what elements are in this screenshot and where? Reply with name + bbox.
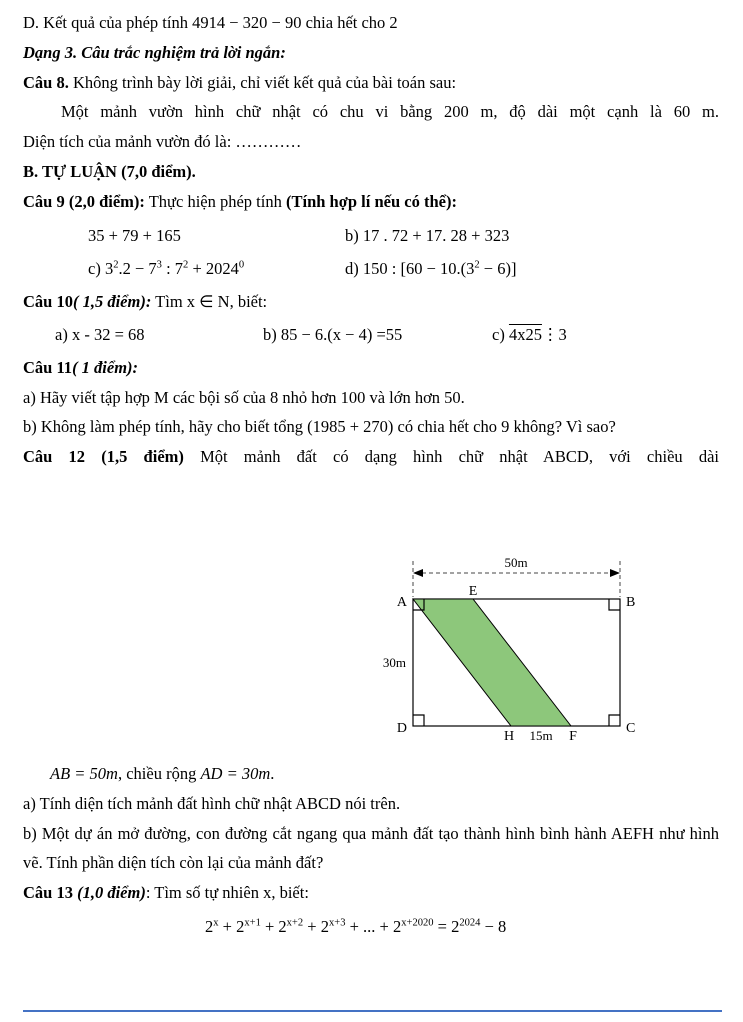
section-b-heading — [23, 157, 719, 187]
cau11-line — [23, 353, 719, 383]
cau9-text: Thực hiện phép tính — [144, 191, 286, 211]
cau8-line — [23, 68, 719, 98]
cau12-item-a-text: a) Tính diện tích mảnh đất hình chữ nhật ABCD nói trên. — [23, 793, 401, 813]
cau9-expression-c: c) $3^2.2 - 7^3$ : $7^2 + 2024^0$ — [88, 259, 245, 279]
cau10-expression-a: a) x - 32 = 68 — [55, 324, 145, 344]
vertex-label-f: F — [569, 728, 577, 744]
cau10-expression-c: c) 4x25⋮3 — [492, 324, 567, 344]
cau13-text: : Tìm số tự nhiên x, biết: — [145, 883, 309, 903]
option-d-tail: chia hết cho 2 — [301, 13, 398, 32]
cau11-item-b — [23, 412, 719, 442]
cau9-row-cd — [23, 254, 719, 284]
cau11-item-a — [23, 383, 719, 413]
dimension-label-bottom: 15m — [529, 727, 553, 743]
option-d-text: Kết quả của phép tính — [39, 13, 193, 32]
dang3-heading — [23, 38, 719, 68]
cau9-label: Câu 9 (2,0 điểm): — [23, 191, 145, 211]
cau9-row-ab — [23, 221, 719, 251]
cau12-item-a — [23, 789, 719, 819]
cau11-label: Câu 11 — [23, 357, 73, 377]
vertex-label-a: A — [396, 594, 407, 610]
cau9-expression-d: d) 150 : $[60 - 10.(3^2 - 6)]$ — [345, 259, 517, 279]
cau8-problem-text: Một mảnh vườn hình chữ nhật có chu vi bằng 200 m, độ dài một cạnh là 60 m. — [61, 102, 719, 122]
vertex-label-c: C — [626, 720, 636, 736]
cau11-item-a-text: a) Hãy viết tập hợp M các bội số của 8 nhỏ hơn 100 và lớn hơn 50. — [23, 387, 465, 407]
cau9-line — [23, 187, 719, 217]
section-b-text: B. TỰ LUẬN (7,0 điểm). — [23, 161, 196, 181]
vertex-label-e: E — [468, 583, 478, 599]
dimension-arrow-left — [413, 569, 423, 577]
cau13-equation — [23, 912, 719, 942]
rectangle-parallelogram-diagram — [351, 554, 661, 759]
parallelogram-aefh — [413, 599, 571, 726]
dimension-arrow-right — [610, 569, 620, 577]
right-angle-mark-c — [609, 715, 620, 726]
option-d-label: D. — [23, 13, 40, 32]
cau10-expression-b: b) 85 − 6.(x − 4) =55 — [263, 324, 403, 344]
vertex-label-d: D — [396, 720, 407, 736]
vertex-label-h: H — [503, 728, 515, 744]
dang3-heading-text: Dạng 3. Câu trắc nghiệm trả lời ngắn: — [23, 42, 286, 62]
cau12-label: Câu 12 (1,5 điểm) — [23, 447, 184, 467]
vertex-label-b: B — [626, 594, 636, 610]
cau13-equation-text: $2^x + 2^{x+1} + 2^{x+2} + 2^{x+3}$ + ... + $2^{x+2020} = 2^{2024} - 8$ — [205, 916, 507, 936]
cau10-label: Câu 10 — [23, 292, 73, 312]
cau12-dimensions-line — [23, 759, 719, 789]
dimension-label-left: 30m — [382, 654, 406, 670]
footer-rule — [23, 1010, 722, 1012]
option-d-line — [23, 8, 719, 38]
cau11-points: ( 1 điểm): — [72, 357, 139, 377]
cau11-item-b-text: b) Không làm phép tính, hãy cho biết tổng (1985 + 270) có chia hết cho 9 không? Vì sao? — [23, 417, 616, 437]
cau12-dim-mid: , chiều rộng — [117, 763, 201, 783]
cau13-points: (1,0 điểm) — [77, 883, 146, 903]
cau13-line — [23, 878, 719, 908]
cau9-note: (Tính hợp lí nếu có thể): — [285, 191, 457, 211]
cau12-figure — [351, 554, 661, 759]
option-d-expression: 4914 − 320 − 90 — [192, 13, 302, 32]
cau8-text: Không trình bày lời giải, chỉ viết kết quả của bài toán sau: — [68, 72, 457, 92]
right-angle-mark-d — [413, 715, 424, 726]
cau12-item-b — [23, 819, 719, 879]
cau8-problem — [23, 97, 719, 127]
cau8-label: Câu 8. — [23, 72, 69, 92]
cau13-label: Câu 13 — [23, 883, 78, 903]
dimension-label-top: 50m — [504, 554, 528, 570]
cau10-text: Tìm x ∈ N, biết: — [151, 292, 268, 312]
cau9-expression-a: 35 + 79 + 165 — [88, 225, 181, 245]
cau12-line — [23, 442, 719, 472]
cau10-row — [23, 320, 719, 350]
cau10-points: ( 1,5 điểm): — [72, 292, 152, 312]
cau12-dim-end: . — [270, 763, 275, 783]
cau8-answer-text: Diện tích của mảnh vườn đó là: ………… — [23, 132, 302, 152]
cau12-dim-ad: AD = 30m — [200, 763, 271, 783]
right-angle-mark-b — [609, 599, 620, 610]
cau9-expression-b: b) 17 . 72 + 17. 28 + 323 — [345, 225, 510, 245]
cau10-line — [23, 287, 719, 317]
cau8-answer-line — [23, 127, 719, 157]
cau12-dim-ab: AB = 50m — [50, 763, 118, 783]
cau12-text: Một mảnh đất có dạng hình chữ nhật ABCD, với chiều dài — [183, 447, 719, 467]
cau12-item-b-text: b) Một dự án mở đường, con đường cắt ngang qua mảnh đất tạo thành hình bình hành AEFH như hình vẽ. Tính phần diện tích còn lại của mảnh đất? — [23, 823, 719, 873]
